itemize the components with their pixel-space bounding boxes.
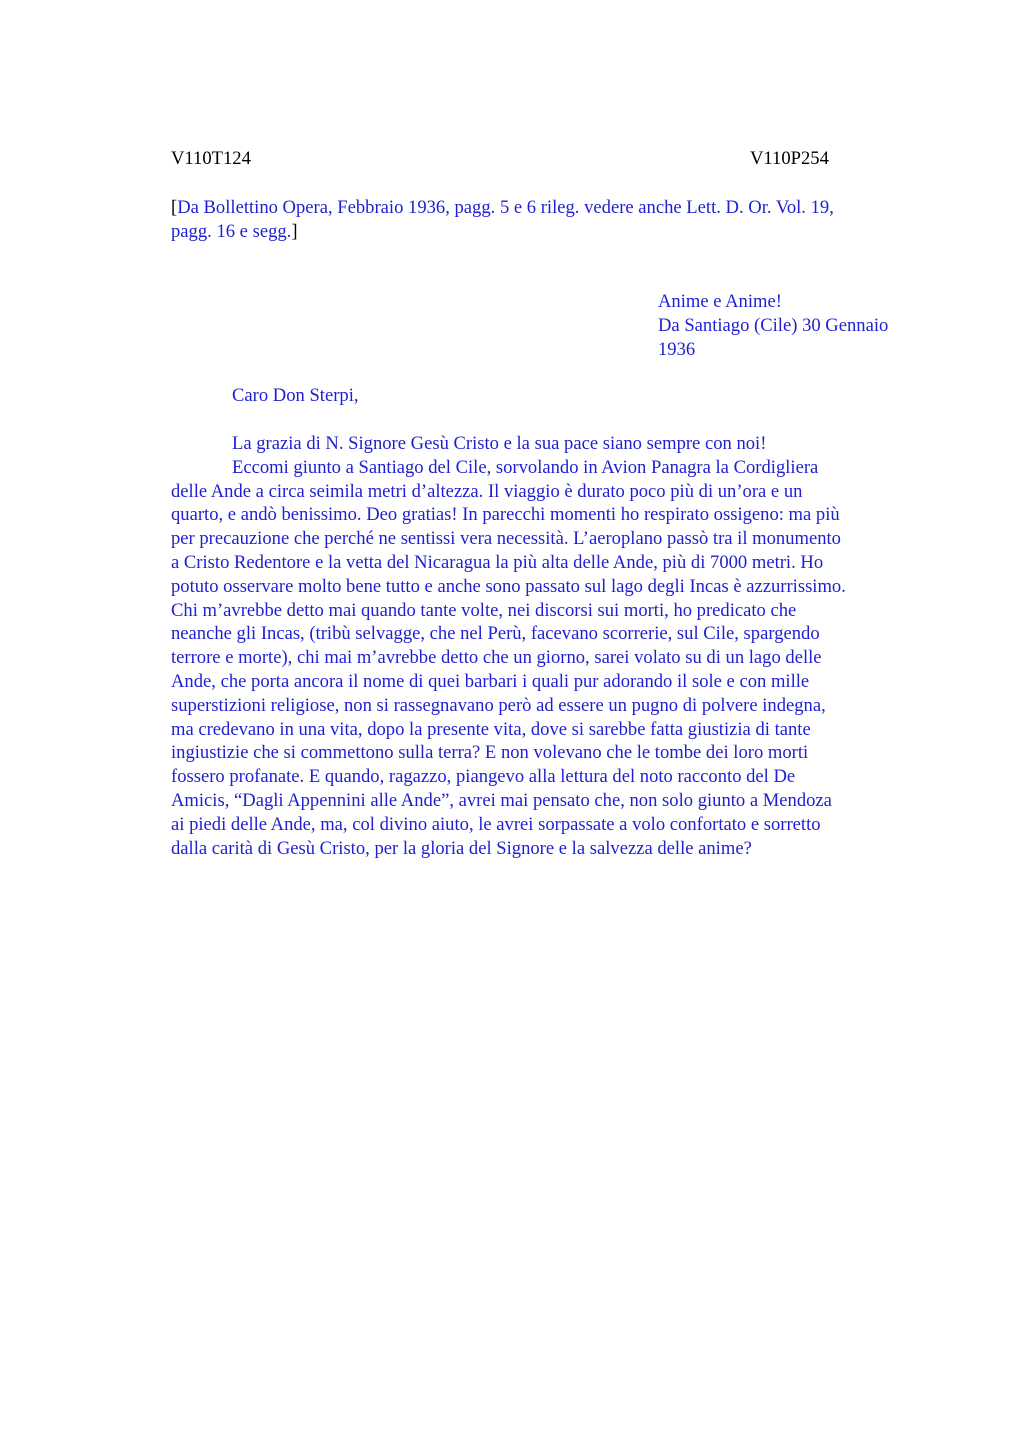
- body-line: ai piedi delle Ande, ma, col divino aiuto, le avrei sorpassate a volo confortato e sorretto: [171, 813, 821, 835]
- body-line: per precauzione che perché ne sentissi vera necessità. L’aeroplano passò tra il monumento: [171, 528, 841, 550]
- body-line: delle Ande a circa seimila metri d’altezza. Il viaggio è durato poco più di un’ora e un: [171, 480, 803, 502]
- body-line: fossero profanate. E quando, ragazzo, piangevo alla lettura del noto racconto del De: [171, 766, 796, 788]
- letter-title: Anime e Anime!: [658, 291, 782, 312]
- body-line: superstizioni religiose, non si rassegnavano però ad essere un pugno di polvere indegna,: [171, 694, 826, 716]
- body-line: Ande, che porta ancora il nome di quei barbari i quali pur adorando il sole e con mille: [171, 670, 810, 692]
- body-line: Amicis, “Dagli Appennini alle Ande”, avrei mai pensato che, non solo giunto a Mendoza: [171, 789, 832, 811]
- source-note-open-bracket: [: [171, 197, 178, 218]
- body-line: potuto osservare molto bene tutto e anche sono passato sul lago degli Incas è azzurrissimo.: [171, 575, 846, 597]
- source-note-line-1: Da Bollettino Opera, Febbraio 1936, pagg. 5 e 6 rileg. vedere anche Lett. D. Or. Vol. 19,: [177, 197, 834, 218]
- source-note-close-bracket: ]: [291, 221, 298, 242]
- body-line: Eccomi giunto a Santiago del Cile, sorvolando in Avion Panagra la Cordigliera: [232, 456, 819, 478]
- source-note: [171, 196, 931, 244]
- source-note-line-2: pagg. 16 e segg.: [171, 221, 292, 242]
- letter-place-date-line-1: Da Santiago (Cile) 30 Gennaio: [658, 315, 889, 336]
- letter-header: [658, 290, 938, 362]
- letter-place-date-line-2: 1936: [658, 339, 696, 360]
- body-line: dalla carità di Gesù Cristo, per la gloria del Signore e la salvezza delle anime?: [171, 837, 752, 859]
- letter-salutation: Caro Don Sterpi,: [232, 385, 359, 406]
- body-line: La grazia di N. Signore Gesù Cristo e la sua pace siano sempre con noi!: [232, 433, 767, 454]
- letter-body: [171, 432, 931, 860]
- body-line: ma credevano in una vita, dopo la presente vita, dove si sarebbe fatta giustizia di tante: [171, 718, 811, 740]
- body-line: quarto, e andò benissimo. Deo gratias! In parecchi momenti ho respirato ossigeno: ma più: [171, 504, 840, 526]
- document-code-right: V110P254: [750, 148, 829, 169]
- document-code-left: V110T124: [171, 148, 251, 169]
- body-line: neanche gli Incas, (tribù selvagge, che nel Perù, facevano scorrerie, sul Cile, spargendo: [171, 623, 820, 645]
- body-line: a Cristo Redentore e la vetta del Nicaragua la più alta delle Ande, più di 7000 metri. Ho: [171, 551, 824, 573]
- body-line: ingiustizie che si commettono sulla terra? E non volevano che le tombe dei loro morti: [171, 742, 809, 764]
- body-line: terrore e morte), chi mai m’avrebbe detto che un giorno, sarei volato su di un lago delle: [171, 647, 822, 669]
- body-line: Chi m’avrebbe detto mai quando tante volte, nei discorsi sui morti, ho predicato che: [171, 599, 797, 621]
